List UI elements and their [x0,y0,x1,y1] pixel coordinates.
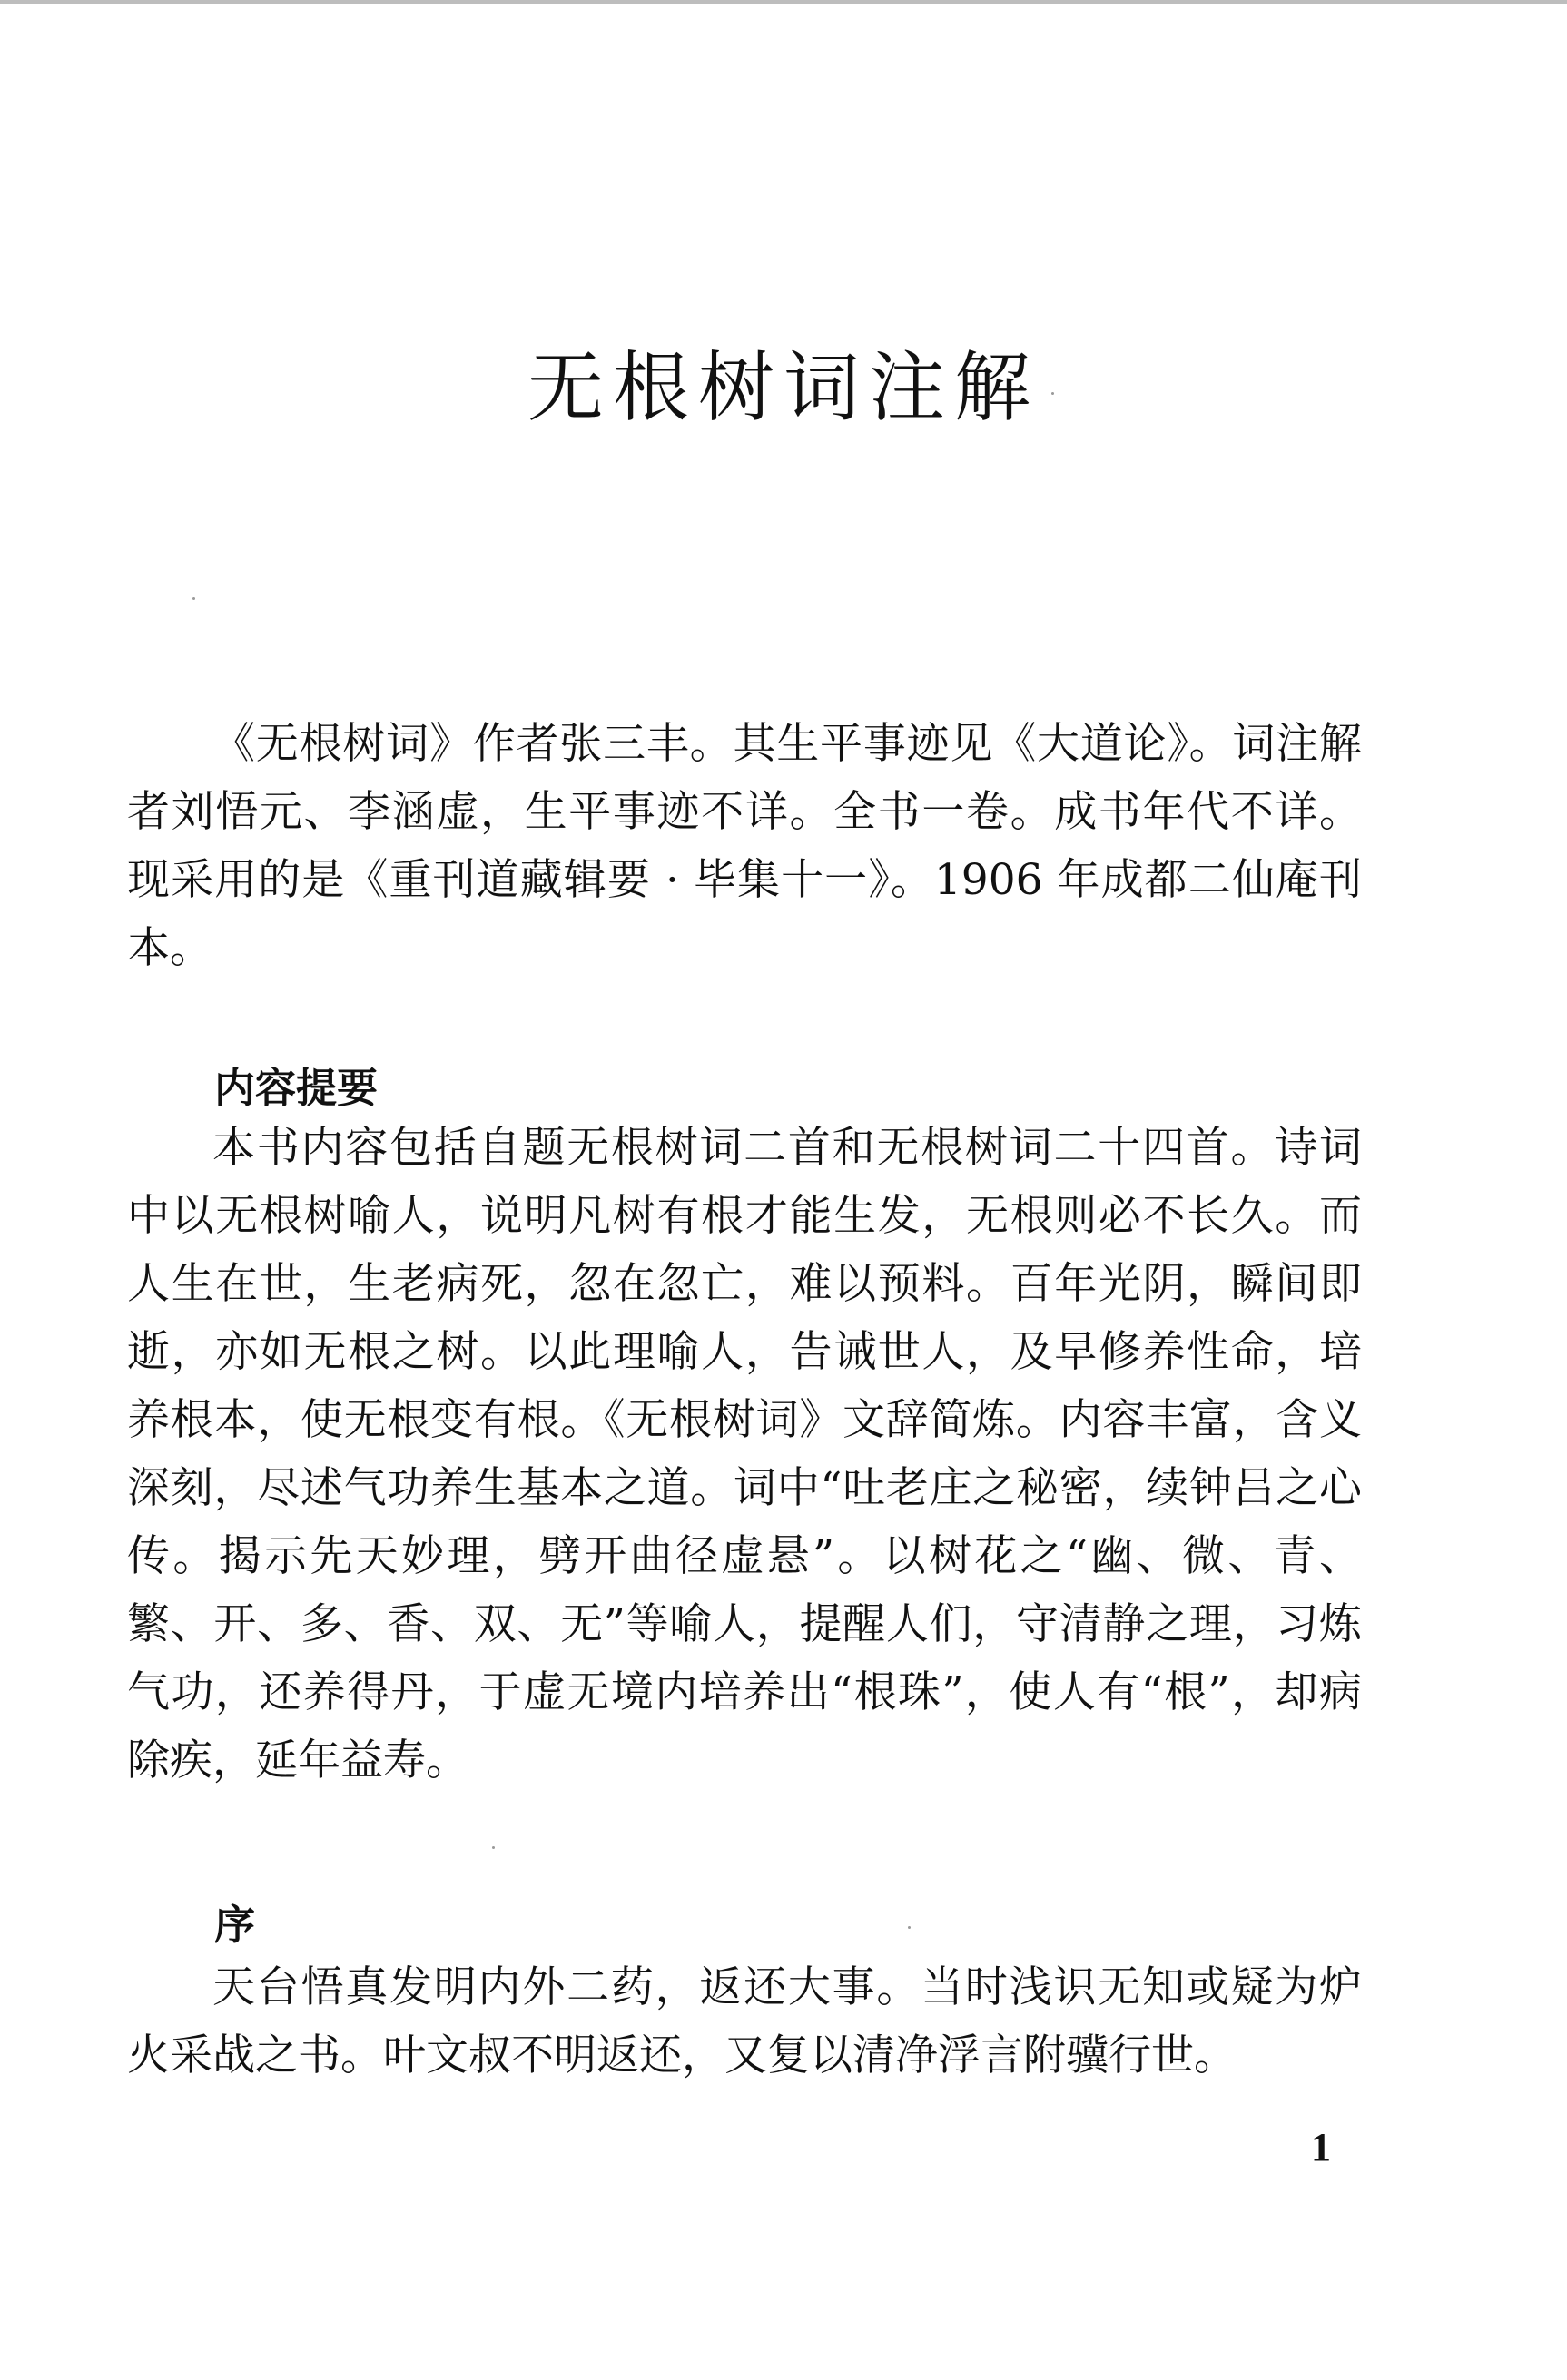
page-number: 1 [1311,2125,1331,2169]
scan-speck [492,1846,495,1849]
intro-paragraph: 《无根树词》作者张三丰。其生平事迹见《大道论》。词注解者刘悟元、李涵虚，生平事迹不详。全书一卷。成书年代不详。现采用的是《重刊道藏辑要 · 毕集十一》。1906 年成都二仙庵刊本。 [127,719,1362,973]
page-top-edge [0,0,1567,4]
scan-speck [1051,392,1054,395]
section-heading-summary: 内容提要 [214,1064,379,1112]
section-heading-preface: 序 [214,1901,256,1949]
page-title: 无根树词注解 [527,343,1040,432]
scan-speck [908,1926,911,1929]
scan-speck [192,597,195,600]
preface-paragraph: 天台悟真发明内外二药，返还大事。当时浅识无知或疑为炉火采战之书。叶文叔不明返还，又复以清净浮言附骥行世。 [127,1962,1362,2080]
summary-paragraph: 本书内容包括自题无根树词二首和无根树词二十四首。诗词中以无根树喻人，说明凡树有根才能生发，无根则必不长久。而人生在世，生老病死，忽在忽亡，难以预料。百年光阴，瞬间即逝，亦如无根之树。以此理喻人，告诫世人，及早修养性命，培养根本，使无根变有根。《无根树词》文辞简炼。内容丰富，含义深刻，尽述气功养生基本之道。词中“吐老庄之秘密，续钟吕之心传。揭示先天妙理，劈开曲径虚悬”。以树花之“幽、微、青、繁、开、多、香、双、无”等喻人，提醒人们，守清静之理，习炼气功，还养得丹，于虚无境内培养出“根珠”，使人有“根”，却病除疾，延年益寿。 [127,1123,1362,1785]
